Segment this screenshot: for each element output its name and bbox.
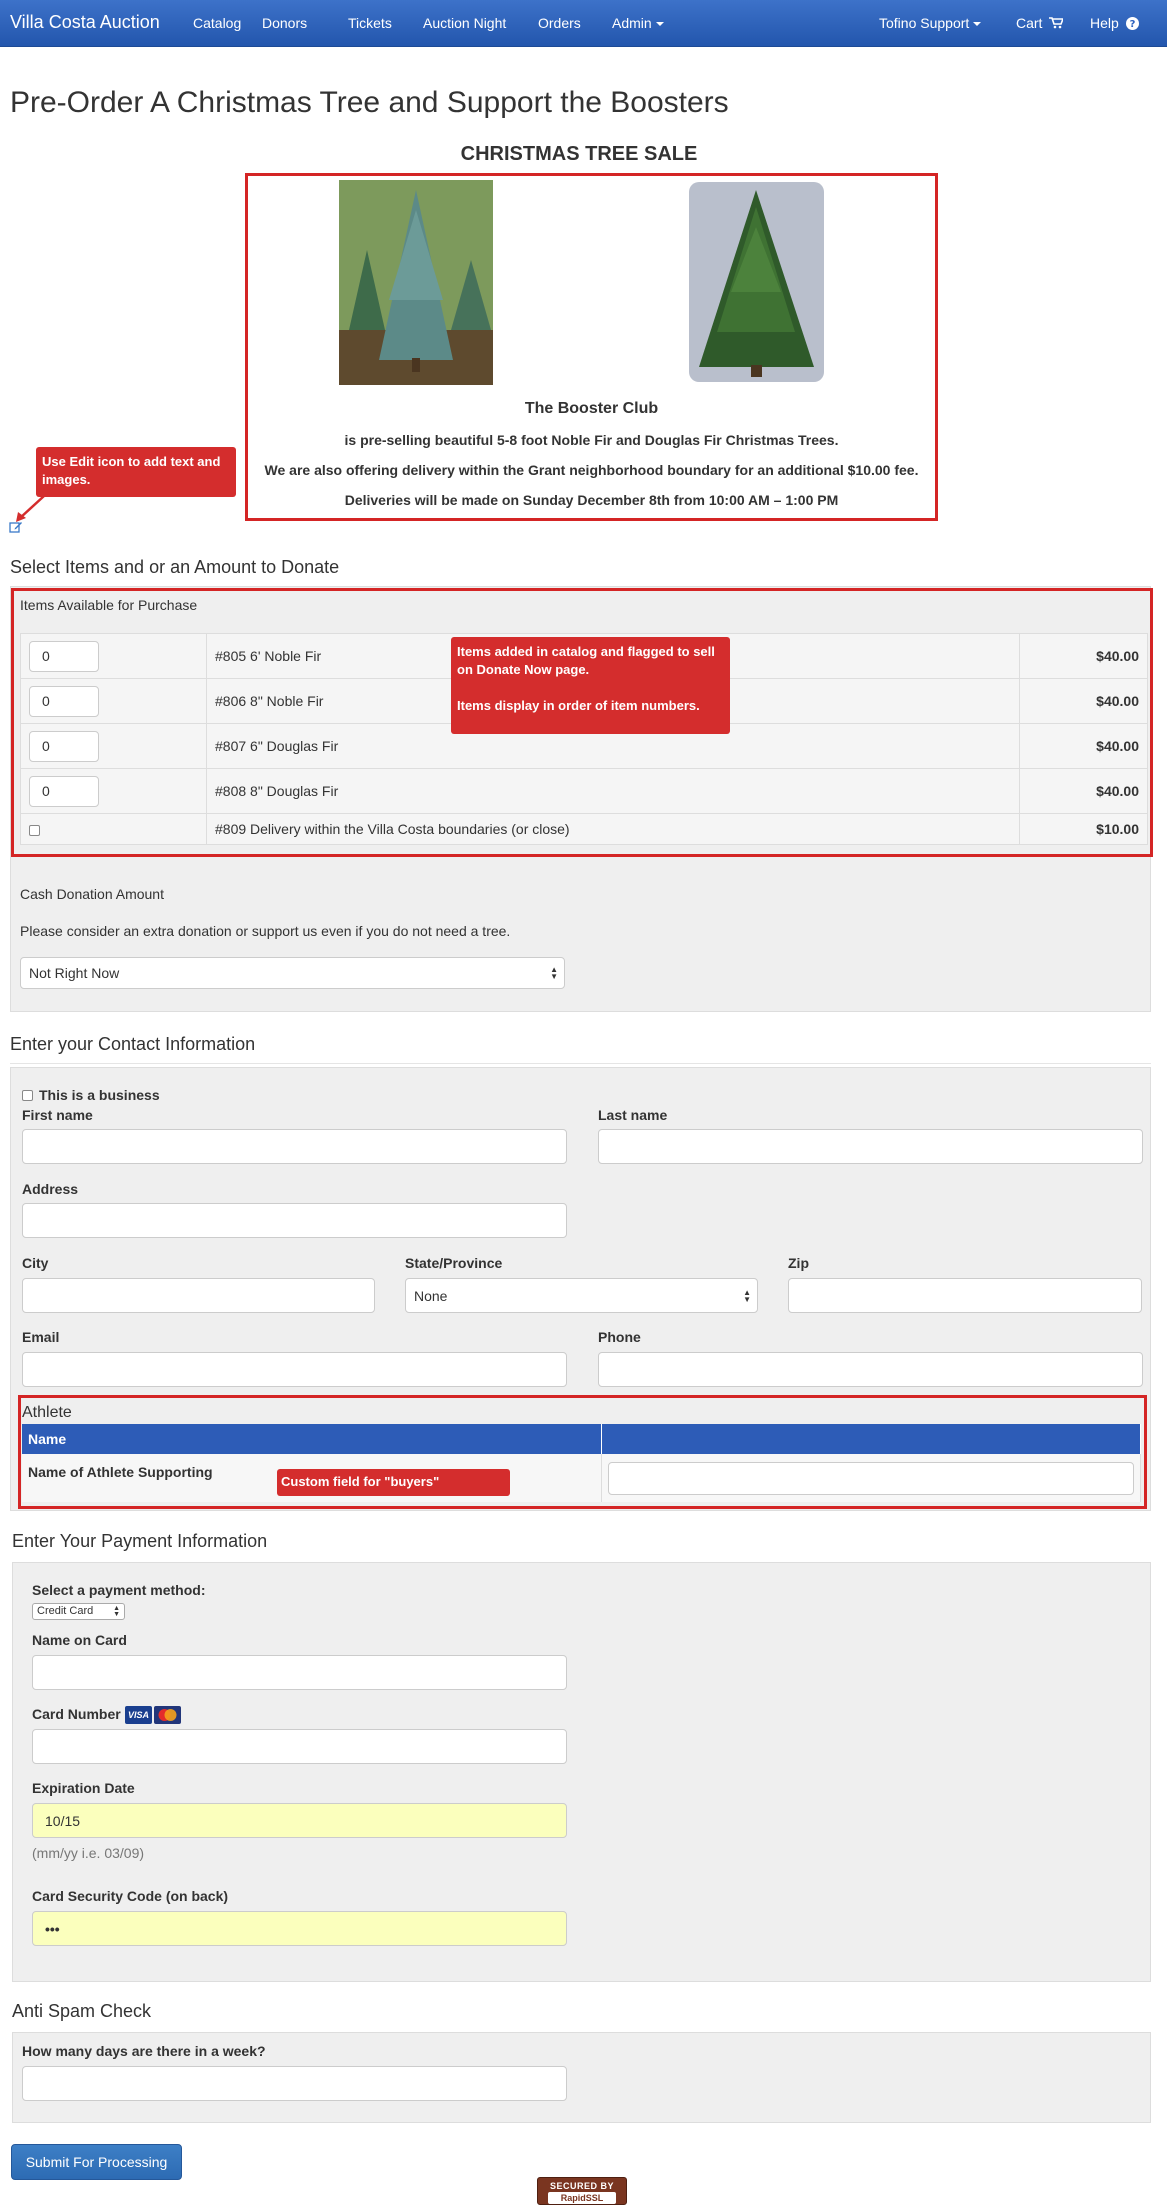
state-value: None [414,1287,448,1304]
question-icon [1126,17,1139,30]
cart-icon [1049,17,1063,29]
card-number-field[interactable] [32,1729,567,1764]
email-label: Email [22,1329,60,1345]
quantity-input[interactable]: 0 [29,731,99,762]
catalog-callout-line-2: Items display in order of item numbers. [457,698,700,713]
item-name: #806 8" Noble Fir [207,679,1020,724]
phone-label: Phone [598,1329,641,1345]
top-navbar [0,0,1167,47]
phone-field[interactable] [598,1352,1143,1387]
nav-catalog[interactable]: Catalog [193,15,242,31]
visa-icon: VISA [125,1706,152,1724]
select-arrows-icon: ▲ ▼ [550,965,558,981]
table-header-row [22,1424,1141,1454]
payment-heading: Enter Your Payment Information [12,1531,268,1551]
nav-cart[interactable] [1016,15,1063,31]
cash-donation-note: Please consider an extra donation or support us even if you do not need a tree. [20,923,511,939]
item-price: $40.00 [1020,679,1148,724]
cash-donation-label: Cash Donation Amount [20,886,164,902]
nav-help[interactable] [1090,15,1139,31]
business-label: This is a business [39,1087,160,1103]
payment-method-label: Select a payment method: [32,1582,206,1598]
select-arrows-icon: ▲ ▼ [113,1605,120,1618]
nav-help-label: Help [1090,15,1119,31]
chevron-down-icon [656,22,664,26]
item-name: #807 6" Douglas Fir [207,724,1020,769]
item-price: $40.00 [1020,634,1148,679]
table-row [22,1454,1141,1502]
athlete-name-column: Name [22,1424,601,1454]
promo-line-1: is pre-selling beautiful 5-8 foot Noble Fir and Douglas Fir Christmas Trees. [344,432,839,448]
ssl-secured-text: SECURED BY [549,2181,614,2191]
item-price: $40.00 [1020,769,1148,814]
zip-label: Zip [788,1255,809,1271]
nav-admin[interactable] [612,15,664,31]
custom-field-callout: Custom field for "buyers" [277,1469,510,1496]
cash-donation-select[interactable] [20,957,565,989]
item-price: $40.00 [1020,724,1148,769]
promo-club: The Booster Club [524,400,659,417]
spam-question-label: How many days are there in a week? [22,2043,266,2059]
catalog-callout-line-1: Items added in catalog and flagged to sell on Donate Now page. [457,644,715,677]
security-code-field[interactable]: ••• [32,1911,567,1946]
state-label: State/Province [405,1255,503,1271]
item-name: #809 Delivery within the Villa Costa boundaries (or close) [207,814,1020,845]
rapidssl-seal[interactable] [537,2177,627,2205]
promo-line-3: Deliveries will be made on Sunday December 8th from 10:00 AM – 1:00 PM [344,492,839,508]
ssl-brand-text: RapidSSL [548,2192,616,2204]
address-label: Address [22,1181,79,1197]
nav-cart-label: Cart [1016,15,1043,31]
edit-icon[interactable] [9,520,23,534]
page-title: Pre-Order A Christmas Tree and Support the Boosters [10,86,729,119]
table-row [21,814,1148,845]
nav-support-label: Tofino Support [879,15,970,31]
first-name-label: First name [22,1107,93,1123]
athlete-title: Athlete [22,1404,72,1421]
city-field[interactable] [22,1278,375,1313]
city-label: City [22,1255,49,1271]
quantity-input[interactable]: 0 [29,641,99,672]
submit-button[interactable]: Submit For Processing [11,2144,182,2180]
athlete-name-field[interactable] [608,1462,1135,1495]
security-code-label: Card Security Code (on back) [32,1888,229,1904]
contact-heading: Enter your Contact Information [10,1034,256,1054]
donate-heading: Select Items and or an Amount to Donate [10,557,340,577]
athlete-field-label: Name of Athlete Supporting [22,1454,601,1502]
address-field[interactable] [22,1203,567,1238]
chevron-down-icon [973,22,981,26]
nav-orders[interactable]: Orders [538,15,581,31]
select-arrows-icon: ▲ ▼ [743,1288,751,1304]
item-name: #808 8" Douglas Fir [207,769,1020,814]
divider [10,1063,1151,1064]
last-name-field[interactable] [598,1129,1143,1164]
spam-answer-field[interactable] [22,2066,567,2101]
promo-box [245,173,938,521]
first-name-field[interactable] [22,1129,567,1164]
quantity-input[interactable]: 0 [29,776,99,807]
catalog-callout [451,637,730,734]
nav-donors[interactable]: Donors [262,15,308,31]
state-select[interactable] [405,1278,758,1313]
nav-auction-night[interactable]: Auction Night [423,15,507,31]
payment-method-value: Credit Card [37,1605,94,1617]
name-on-card-field[interactable] [32,1655,567,1690]
cash-donation-value: Not Right Now [29,965,120,981]
delivery-checkbox[interactable] [29,825,40,836]
quantity-input[interactable]: 0 [29,686,99,717]
athlete-table [22,1424,1141,1502]
nav-tickets[interactable]: Tickets [348,15,392,31]
svg-text:?: ? [1129,19,1136,30]
last-name-label: Last name [598,1107,668,1123]
spam-heading: Anti Spam Check [12,2001,152,2021]
zip-field[interactable] [788,1278,1142,1313]
promo-heading: CHRISTMAS TREE SALE [460,143,698,165]
nav-admin-label: Admin [612,15,652,31]
nav-tofino-support[interactable] [879,15,981,31]
item-name: #805 6' Noble Fir [207,634,1020,679]
athlete-value-column [601,1424,1141,1454]
card-number-label: Card Number [32,1706,121,1722]
expiration-field[interactable]: 10/15 [32,1803,567,1838]
expiration-hint: (mm/yy i.e. 03/09) [32,1845,145,1861]
noble-fir-photo [339,180,493,385]
items-title: Items Available for Purchase [20,597,198,613]
expiration-label: Expiration Date [32,1780,135,1796]
name-on-card-label: Name on Card [32,1632,127,1648]
payment-method-select[interactable] [32,1603,125,1620]
promo-line-2: We are also offering delivery within the Grant neighborhood boundary for an additional $10.00 fee. [264,462,919,478]
edit-callout: Use Edit icon to add text and images. [36,447,236,497]
item-price: $10.00 [1020,814,1148,845]
email-field[interactable] [22,1352,567,1387]
brand-link[interactable]: Villa Costa Auction [10,12,160,32]
table-row [21,769,1148,814]
business-option[interactable] [22,1087,160,1103]
mastercard-icon [154,1706,181,1724]
douglas-fir-photo [689,182,824,382]
business-checkbox[interactable] [22,1090,33,1101]
